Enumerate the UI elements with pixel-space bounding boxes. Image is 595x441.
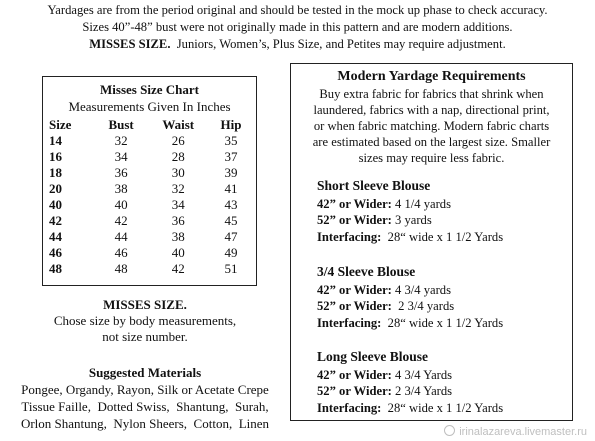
cell-size: 14 [49,133,62,148]
label-interfacing: Interfacing: [317,315,382,330]
cell-bust: 32 [114,133,128,148]
cell-waist: 40 [171,245,185,260]
cell-size: 20 [49,181,62,196]
cell-hip: 43 [224,197,238,212]
row-52-wide [317,212,503,229]
value-interfacing: 28“ wide x 1 1/2 Yards [381,229,504,244]
cell-waist: 30 [171,165,185,180]
intro-line-3-bold: MISSES SIZE. [89,37,171,51]
misses-line-2: not size number. [102,329,188,344]
table-row [47,197,252,213]
value-52: 3 yards [391,213,432,227]
label-42: 42” or Wider: [317,282,392,297]
suggested-materials [0,364,290,432]
cell-size: 42 [49,213,62,228]
misses-heading: MISSES SIZE. [103,297,187,312]
header-hip: Hip [220,117,242,132]
cell-hip: 39 [224,165,238,180]
table-row [47,149,252,165]
value-interfacing: 28“ wide x 1 1/2 Yards [381,315,504,330]
group-title: Short Sleeve Blouse [317,178,431,193]
size-chart-box [42,76,257,286]
row-52-wide [317,383,503,400]
cell-hip: 45 [224,213,238,228]
cell-hip: 41 [224,181,238,196]
cell-hip: 37 [224,149,238,164]
intro-line-1: Yardages are from the period original and should be tested in the mock up phase to check accuracy. [47,3,548,17]
row-interfacing [317,400,503,417]
yardage-title: Modern Yardage Requirements [337,69,526,84]
row-42-wide [317,367,503,384]
cell-bust: 42 [114,213,128,228]
watermark-logo-icon [444,425,455,436]
row-42-wide [317,282,503,299]
cell-bust: 44 [114,229,128,244]
materials-heading: Suggested Materials [88,365,202,380]
header-waist: Waist [162,117,195,132]
cell-bust: 36 [114,165,128,180]
cell-bust: 38 [114,181,128,196]
intro-notes [0,2,595,53]
table-row [47,181,252,197]
cell-hip: 35 [224,133,238,148]
label-52: 52” or Wider: [317,213,392,227]
group-title: Long Sleeve Blouse [317,349,429,364]
watermark-text: irinalazareva.livemaster.ru [459,426,587,438]
cell-bust: 48 [114,261,128,276]
cell-bust: 34 [114,149,128,164]
materials-line-2: Tissue Faille, Dotted Swiss, Shantung, Surah, [21,399,269,414]
size-chart-subtitle: Measurements Given In Inches [68,99,231,114]
cell-waist: 42 [171,261,185,276]
yardage-note-line: Buy extra fabric for fabrics that shrink when [319,87,544,101]
row-interfacing [317,229,503,246]
label-interfacing: Interfacing: [317,229,382,244]
group-three-quarter-sleeve [317,264,503,331]
cell-size: 40 [49,197,62,212]
misses-size-note [0,297,290,345]
cell-bust: 46 [114,245,128,260]
size-table [47,117,252,277]
label-52: 52” or Wider: [317,384,392,398]
table-row [47,213,252,229]
header-bust: Bust [108,117,134,132]
cell-waist: 26 [171,133,185,148]
cell-waist: 28 [171,149,185,164]
materials-line-1: Pongee, Organdy, Rayon, Silk or Acetate Crepe [21,382,269,397]
row-42-wide [317,196,503,213]
group-title: 3/4 Sleeve Blouse [317,264,416,279]
value-42: 4 1/4 yards [391,196,451,211]
table-row [47,133,252,149]
table-row [47,165,252,181]
label-interfacing: Interfacing: [317,400,382,415]
intro-line-2: Sizes 40”-48” bust were not originally made in this pattern and are modern additions. [82,20,513,34]
label-52: 52” or Wider: [317,299,392,313]
cell-waist: 32 [171,181,185,196]
yardage-note-line: are estimated based on the largest size. Smaller [312,135,551,149]
label-42: 42” or Wider: [317,196,392,211]
yardage-note-line: or when fabric matching. Modern fabric charts [313,119,550,133]
table-row [47,261,252,277]
table-row [47,245,252,261]
header-size: Size [49,117,72,132]
cell-size: 44 [49,229,62,244]
value-42: 4 3/4 yards [391,282,451,297]
group-short-sleeve [317,178,503,245]
cell-hip: 49 [224,245,238,260]
yardage-note-line: sizes may require less fabric. [358,151,505,165]
cell-hip: 47 [224,229,238,244]
cell-hip: 51 [224,261,238,276]
yardage-box [290,63,573,421]
cell-waist: 34 [171,197,185,212]
yardage-note-line: laundered, fabrics with a nap, directional print, [313,103,550,117]
cell-bust: 40 [114,197,128,212]
watermark [444,425,587,438]
value-interfacing: 28“ wide x 1 1/2 Yards [381,400,504,415]
cell-size: 48 [49,261,62,276]
intro-line-3 [0,36,595,53]
cell-waist: 38 [171,229,185,244]
value-42: 4 3/4 Yards [391,367,453,382]
cell-size: 46 [49,245,62,260]
materials-line-3: Orlon Shantung, Nylon Sheers, Cotton, Linen [20,416,270,431]
row-interfacing [317,315,503,332]
label-42: 42” or Wider: [317,367,392,382]
group-long-sleeve [317,349,503,416]
size-chart-title: Misses Size Chart [100,82,199,97]
value-52: 2 3/4 Yards [391,384,453,398]
yardage-note [295,86,568,166]
cell-size: 16 [49,149,62,164]
value-52: 2 3/4 yards [391,299,455,313]
cell-waist: 36 [171,213,185,228]
misses-line-1: Chose size by body measurements, [53,313,237,328]
cell-size: 18 [49,165,62,180]
intro-line-3-rest: Juniors, Women’s, Plus Size, and Petites may require adjustment. [170,37,506,51]
row-52-wide [317,298,503,315]
table-row [47,229,252,245]
size-table-header [47,117,252,133]
